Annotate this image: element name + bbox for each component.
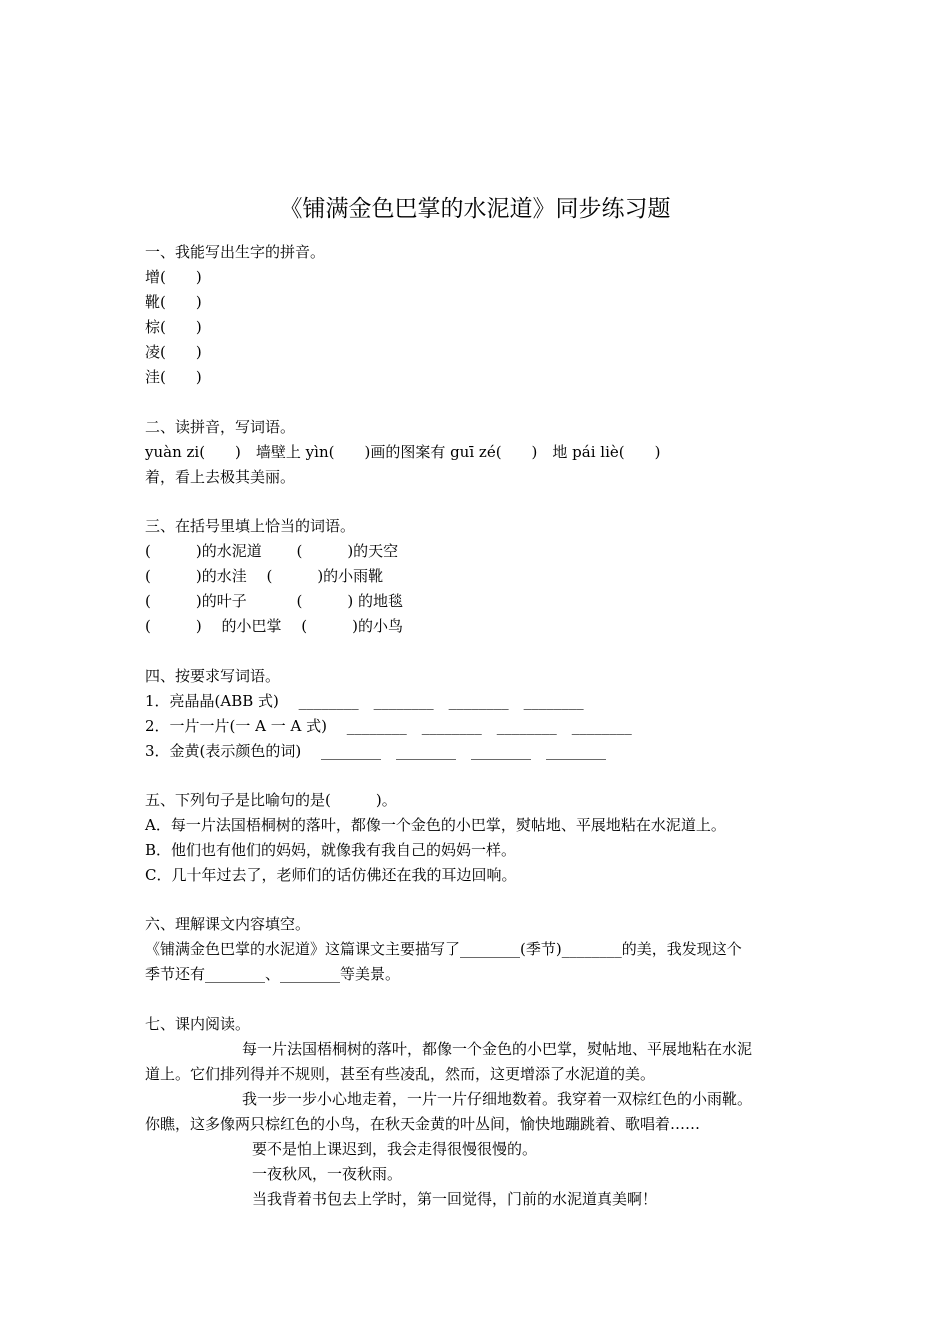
section-4-heading: 四、按要求写词语。 (145, 667, 281, 685)
section-2-line: yuàn zi( ) 墙壁上 yìn( )画的图案有 guī zé( ) 地 pái liè( ) (145, 443, 661, 461)
pinyin-item: 凌( ) (145, 343, 202, 361)
passage-line: 你瞧，这多像两只棕红色的小鸟，在秋天金黄的叶丛间，愉快地蹦跳着、歌唱着…… (145, 1115, 701, 1133)
passage-line: 道上。它们排列得并不规则，甚至有些凌乱，然而，这更增添了水泥道的美。 (145, 1065, 656, 1083)
fill-row: ( )的叶子 ( ) 的地毯 (145, 592, 403, 610)
section-6-heading: 六、理解课文内容填空。 (145, 915, 311, 933)
option-c: C．几十年过去了，老师们的话仿佛还在我的耳边回响。 (145, 866, 517, 884)
pinyin-item: 棕( ) (145, 318, 202, 336)
section-7-heading: 七、课内阅读。 (145, 1015, 251, 1033)
section-1-heading: 一、我能写出生字的拼音。 (145, 243, 326, 261)
section-2-heading: 二、读拼音，写词语。 (145, 418, 296, 436)
pinyin-item: 靴( ) (145, 293, 202, 311)
passage-line: 当我背着书包去上学时，第一回觉得，门前的水泥道真美啊！ (252, 1190, 658, 1208)
word-row: 1．亮晶晶(ABB 式) ________ ________ ________ ________ (145, 692, 584, 710)
page-title: 《铺满金色巴掌的水泥道》同步练习题 (279, 196, 671, 222)
pinyin-item: 增( ) (145, 268, 202, 286)
section-6-line: 《铺满金色巴掌的水泥道》这篇课文主要描写了________(季节)________的美，我发现这个 (145, 940, 742, 958)
option-a: A．每一片法国梧桐树的落叶，都像一个金色的小巴掌，熨帖地、平展地粘在水泥道上。 (145, 816, 726, 834)
passage-line: 我一步一步小心地走着，一片一片仔细地数着。我穿着一双棕红色的小雨靴。 (242, 1090, 753, 1108)
section-5-heading: 五、下列句子是比喻句的是( )。 (145, 791, 397, 809)
fill-row: ( ) 的小巴掌 ( )的小鸟 (145, 617, 403, 635)
fill-row: ( )的水泥道 ( )的天空 (145, 542, 399, 560)
fill-row: ( )的水洼 ( )的小雨靴 (145, 567, 384, 585)
passage-line: 每一片法国梧桐树的落叶，都像一个金色的小巴掌，熨帖地、平展地粘在水泥 (242, 1040, 753, 1058)
section-2-line: 着，看上去极其美丽。 (145, 468, 296, 486)
word-row: 2．一片一片(一 A 一 A 式) ________ ________ ________ ________ (145, 717, 632, 735)
option-b: B．他们也有他们的妈妈，就像我有我自己的妈妈一样。 (145, 841, 517, 859)
section-6-line: 季节还有________、________等美景。 (145, 965, 401, 983)
word-row: 3．金黄(表示颜色的词) ________ ________ ________ ________ (145, 742, 607, 760)
passage-line: 要不是怕上课迟到，我会走得很慢很慢的。 (252, 1140, 538, 1158)
passage-line: 一夜秋风，一夜秋雨。 (252, 1165, 403, 1183)
pinyin-item: 洼( ) (145, 368, 202, 386)
section-3-heading: 三、在括号里填上恰当的词语。 (145, 517, 356, 535)
